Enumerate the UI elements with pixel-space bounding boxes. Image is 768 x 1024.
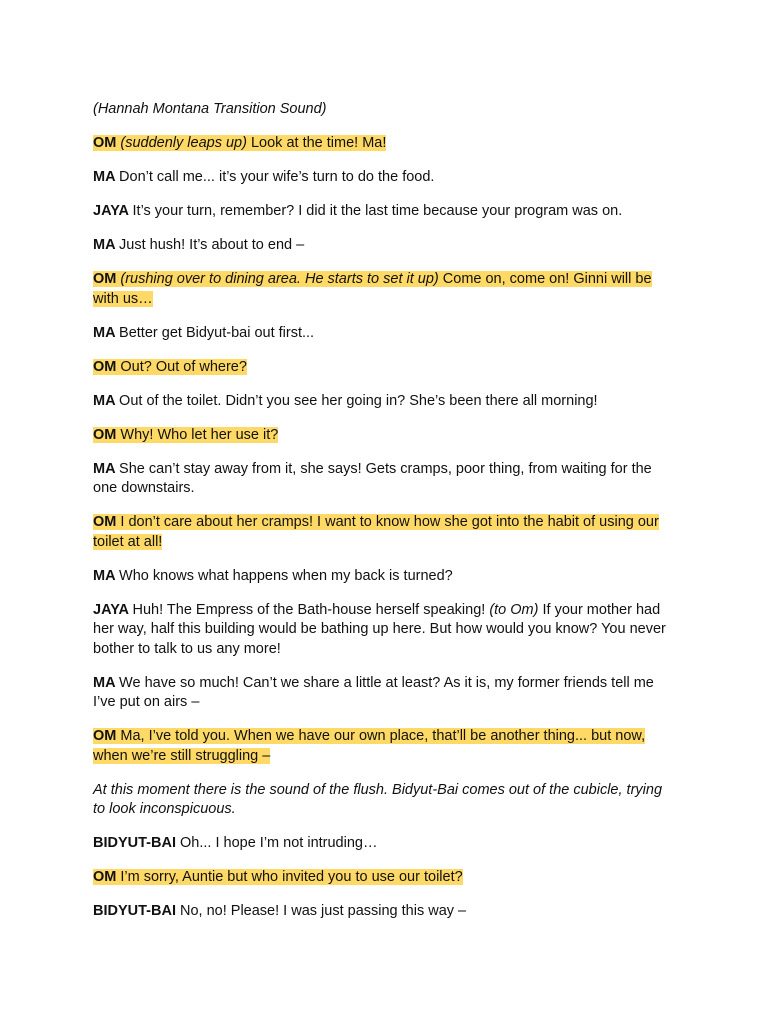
speaker-name: OM bbox=[93, 135, 121, 151]
script-line bbox=[93, 168, 673, 188]
speaker-name: OM bbox=[93, 869, 121, 885]
speaker-name: BIDYUT-BAI bbox=[93, 835, 180, 851]
line-content bbox=[93, 393, 598, 409]
stage-direction: (suddenly leaps up) bbox=[120, 135, 247, 151]
script-line bbox=[93, 567, 673, 587]
stage-direction: (to Om) bbox=[489, 601, 539, 618]
stage-direction: At this moment there is the sound of the flush. Bidyut-Bai comes out of the cubicle, trying to look inconspicuous. bbox=[93, 781, 663, 817]
highlighted-script-line bbox=[93, 513, 673, 552]
line-content bbox=[93, 835, 377, 851]
dialogue-text: Don’t call me... it’s your wife’s turn to do the food. bbox=[119, 169, 435, 185]
highlighted-script-line bbox=[93, 358, 673, 378]
dialogue-text: Better get Bidyut-bai out first... bbox=[119, 324, 315, 341]
speaker-name: MA bbox=[93, 237, 120, 253]
stage-direction: (Hannah Montana Transition Sound) bbox=[93, 101, 327, 117]
highlighted-script-line bbox=[93, 426, 673, 446]
script-line bbox=[93, 601, 673, 660]
dialogue-text: No, no! Please! I was just passing this way – bbox=[180, 903, 467, 919]
stage-direction: (rushing over to dining area. He starts to set it up) bbox=[120, 271, 439, 287]
dialogue-text: Why! Who let her use it? bbox=[120, 426, 279, 443]
highlight-mark bbox=[93, 427, 278, 443]
highlight-mark bbox=[93, 271, 652, 307]
script-line bbox=[93, 834, 673, 854]
speaker-name: MA bbox=[93, 674, 120, 691]
highlight-mark bbox=[93, 514, 659, 550]
dialogue-text: Just hush! It’s about to end – bbox=[119, 237, 305, 253]
speaker-name: OM bbox=[93, 728, 121, 744]
highlight-mark bbox=[93, 728, 645, 764]
highlight-mark bbox=[93, 135, 386, 151]
line-content bbox=[93, 325, 314, 341]
dialogue-text: It’s your turn, remember? I did it the last time because your program was on. bbox=[132, 203, 623, 219]
line-content bbox=[93, 903, 466, 919]
speaker-name: OM bbox=[93, 426, 121, 443]
dialogue-text: Come on, come on! Ginni will be with us… bbox=[93, 271, 652, 307]
line-content bbox=[93, 101, 326, 117]
script-line bbox=[93, 236, 673, 256]
dialogue-text: Oh... I hope I’m not intruding… bbox=[180, 835, 378, 851]
script-line bbox=[93, 674, 673, 713]
dialogue-text: She can’t stay away from it, she says! Gets cramps, poor thing, from waiting for the one downstairs. bbox=[93, 460, 652, 496]
line-content bbox=[93, 203, 622, 219]
dialogue-text: We have so much! Can’t we share a little at least? As it is, my former friends tell me I’ve put on airs – bbox=[93, 674, 654, 710]
script-line bbox=[93, 902, 673, 922]
dialogue-text: Who knows what happens when my back is turned? bbox=[119, 567, 453, 584]
dialogue-text: I don’t care about her cramps! I want to know how she got into the habit of using our toilet at all! bbox=[93, 514, 659, 550]
speaker-name: MA bbox=[93, 460, 120, 477]
highlighted-script-line bbox=[93, 134, 673, 154]
dialogue-text: Huh! The Empress of the Bath-house herself speaking! bbox=[132, 601, 490, 618]
highlighted-script-line bbox=[93, 270, 673, 309]
highlighted-script-line bbox=[93, 727, 673, 766]
speaker-name: MA bbox=[93, 169, 120, 185]
speaker-name: JAYA bbox=[93, 601, 133, 618]
line-content bbox=[93, 237, 304, 253]
line-content bbox=[93, 568, 453, 584]
speaker-name: OM bbox=[93, 358, 121, 375]
dialogue-text: Ma, I’ve told you. When we have our own place, that’ll be another thing... but now, when we’re still struggling – bbox=[93, 728, 646, 764]
highlight-mark bbox=[93, 869, 463, 885]
script-line bbox=[93, 460, 673, 499]
speaker-name: BIDYUT-BAI bbox=[93, 903, 180, 919]
dialogue-text: If your mother had her way, half this building would be bathing up here. But how would you know? You never bother to talk to us any more! bbox=[93, 601, 666, 657]
line-content bbox=[93, 169, 434, 185]
dialogue-text: I’m sorry, Auntie but who invited you to use our toilet? bbox=[120, 869, 463, 885]
script-line bbox=[93, 781, 673, 820]
script-line bbox=[93, 202, 673, 222]
line-content bbox=[93, 602, 666, 657]
speaker-name: JAYA bbox=[93, 203, 133, 219]
speaker-name: MA bbox=[93, 392, 120, 409]
speaker-name: OM bbox=[93, 514, 121, 530]
line-content bbox=[93, 782, 662, 818]
dialogue-text: Out of the toilet. Didn’t you see her going in? She’s been there all morning! bbox=[119, 392, 598, 409]
script-page bbox=[93, 100, 673, 936]
script-line bbox=[93, 392, 673, 412]
dialogue-text: Out? Out of where? bbox=[120, 358, 247, 375]
script-line bbox=[93, 324, 673, 344]
highlight-mark bbox=[93, 359, 247, 375]
script-line bbox=[93, 100, 673, 120]
line-content bbox=[93, 675, 654, 711]
speaker-name: MA bbox=[93, 324, 120, 341]
speaker-name: OM bbox=[93, 271, 121, 287]
speaker-name: MA bbox=[93, 567, 120, 584]
highlighted-script-line bbox=[93, 868, 673, 888]
dialogue-text: Look at the time! Ma! bbox=[246, 135, 387, 151]
line-content bbox=[93, 461, 652, 497]
